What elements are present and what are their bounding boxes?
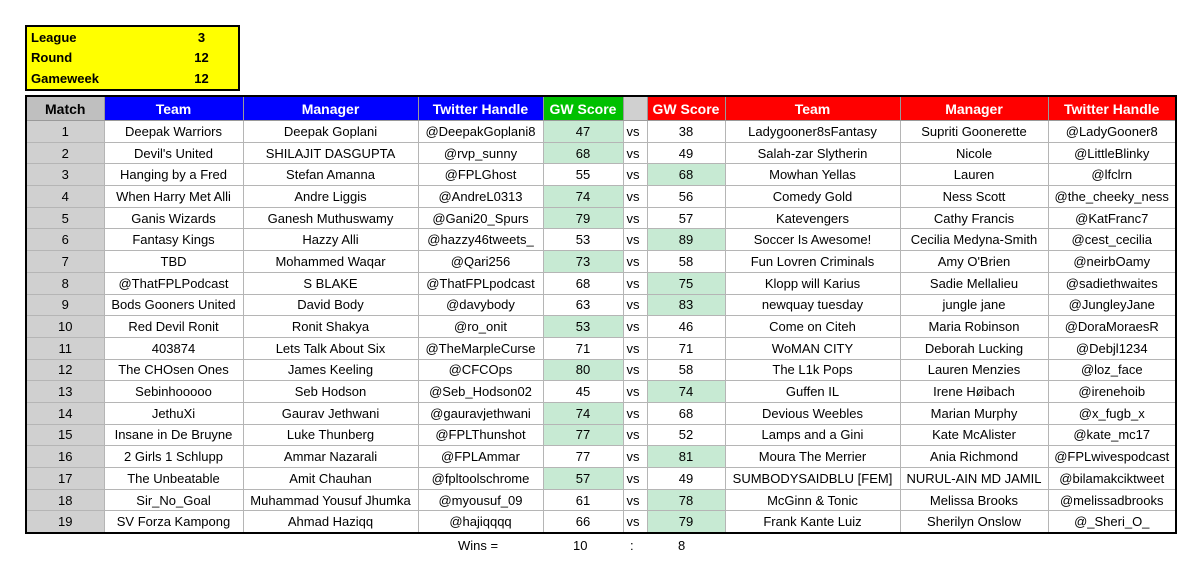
fixture-row	[26, 402, 1176, 424]
home-twitter-handle: @AndreL0313	[418, 186, 543, 208]
home-twitter-handle: @davybody	[418, 294, 543, 316]
away-team-name: WoMAN CITY	[725, 337, 900, 359]
away-twitter-handle: @loz_face	[1048, 359, 1176, 381]
home-manager-name: Seb Hodson	[243, 381, 418, 403]
away-team-name: Comedy Gold	[725, 186, 900, 208]
away-gw-score: 49	[647, 468, 725, 490]
match-number: 15	[26, 424, 104, 446]
away-team-name: McGinn & Tonic	[725, 489, 900, 511]
home-team-header: Team	[104, 96, 243, 121]
home-team-name: Sebinhooooo	[104, 381, 243, 403]
away-manager-name: Supriti Goonerette	[900, 121, 1048, 143]
match-number: 9	[26, 294, 104, 316]
match-number: 18	[26, 489, 104, 511]
vs-label: vs	[623, 272, 647, 294]
home-team-name: 403874	[104, 337, 243, 359]
vs-label: vs	[623, 294, 647, 316]
away-gw-score: 83	[647, 294, 725, 316]
away-gw-score: 57	[647, 207, 725, 229]
gameweek-label: Gameweek	[31, 71, 99, 87]
vs-label: vs	[623, 207, 647, 229]
home-manager-name: Muhammad Yousuf Jhumka	[243, 489, 418, 511]
away-gw-score: 89	[647, 229, 725, 251]
home-wins-count: 10	[573, 538, 588, 553]
home-gw-score: 45	[543, 381, 623, 403]
home-gw-score: 55	[543, 164, 623, 186]
fixture-row	[26, 316, 1176, 338]
home-team-name: Sir_No_Goal	[104, 489, 243, 511]
away-manager-name: Nicole	[900, 142, 1048, 164]
away-team-name: newquay tuesday	[725, 294, 900, 316]
fixture-row	[26, 446, 1176, 468]
away-gw-score: 49	[647, 142, 725, 164]
home-gw-score: 77	[543, 446, 623, 468]
away-team-name: Guffen IL	[725, 381, 900, 403]
vs-label: vs	[623, 121, 647, 143]
home-twitter-handle: @FPLAmmar	[418, 446, 543, 468]
vs-label: vs	[623, 229, 647, 251]
home-team-name: @ThatFPLPodcast	[104, 272, 243, 294]
round-label: Round	[31, 50, 73, 66]
home-twitter-handle: @FPLGhost	[418, 164, 543, 186]
match-number: 4	[26, 186, 104, 208]
match-number: 16	[26, 446, 104, 468]
away-manager-name: Sherilyn Onslow	[900, 511, 1048, 533]
away-gw-score: 38	[647, 121, 725, 143]
away-twitter-handle: @_Sheri_O_	[1048, 511, 1176, 533]
away-twitter-handle: @sadiethwaites	[1048, 272, 1176, 294]
home-manager-name: S BLAKE	[243, 272, 418, 294]
match-number: 14	[26, 402, 104, 424]
home-manager-name: Mohammed Waqar	[243, 251, 418, 273]
league-value: 3	[197, 29, 206, 45]
home-twitter-header: Twitter Handle	[418, 96, 543, 121]
away-team-name: Klopp will Karius	[725, 272, 900, 294]
match-number: 7	[26, 251, 104, 273]
vs-label: vs	[623, 251, 647, 273]
header-row	[26, 96, 1176, 121]
away-twitter-handle: @LittleBlinky	[1048, 142, 1176, 164]
away-gw-score: 68	[647, 402, 725, 424]
fixture-row	[26, 337, 1176, 359]
fixture-row	[26, 207, 1176, 229]
away-gw-score: 58	[647, 359, 725, 381]
away-team-name: Come on Citeh	[725, 316, 900, 338]
away-twitter-handle: @lfclrn	[1048, 164, 1176, 186]
away-team-name: Fun Lovren Criminals	[725, 251, 900, 273]
fixture-row	[26, 251, 1176, 273]
away-team-name: Soccer Is Awesome!	[725, 229, 900, 251]
away-gw-score: 68	[647, 164, 725, 186]
vs-label: vs	[623, 489, 647, 511]
away-manager-name: Irene Høibach	[900, 381, 1048, 403]
match-number: 10	[26, 316, 104, 338]
home-gw-score: 68	[543, 142, 623, 164]
away-twitter-handle: @DoraMoraesR	[1048, 316, 1176, 338]
round-value: 12	[194, 50, 209, 66]
home-gw-score: 77	[543, 424, 623, 446]
away-manager-header: Manager	[900, 96, 1048, 121]
match-header: Match	[26, 96, 104, 121]
away-twitter-handle: @kate_mc17	[1048, 424, 1176, 446]
vs-label: vs	[623, 359, 647, 381]
home-manager-name: Amit Chauhan	[243, 468, 418, 490]
fixture-row	[26, 121, 1176, 143]
home-twitter-handle: @fpltoolschrome	[418, 468, 543, 490]
home-manager-name: Ganesh Muthuswamy	[243, 207, 418, 229]
home-manager-name: Luke Thunberg	[243, 424, 418, 446]
away-score-header: GW Score	[647, 96, 725, 121]
away-manager-name: NURUL-AIN MD JAMIL	[900, 468, 1048, 490]
away-team-name: Lamps and a Gini	[725, 424, 900, 446]
vs-header	[623, 96, 647, 121]
home-team-name: 2 Girls 1 Schlupp	[104, 446, 243, 468]
home-team-name: Bods Gooners United	[104, 294, 243, 316]
away-manager-name: Maria Robinson	[900, 316, 1048, 338]
vs-label: vs	[623, 381, 647, 403]
home-team-name: Fantasy Kings	[104, 229, 243, 251]
home-manager-name: Ronit Shakya	[243, 316, 418, 338]
away-gw-score: 46	[647, 316, 725, 338]
vs-label: vs	[623, 424, 647, 446]
home-twitter-handle: @hajiqqqq	[418, 511, 543, 533]
away-gw-score: 71	[647, 337, 725, 359]
away-gw-score: 78	[647, 489, 725, 511]
fixture-row	[26, 186, 1176, 208]
match-number: 13	[26, 381, 104, 403]
away-twitter-handle: @irenehoib	[1048, 381, 1176, 403]
away-gw-score: 79	[647, 511, 725, 533]
home-manager-name: SHILAJIT DASGUPTA	[243, 142, 418, 164]
home-manager-name: Hazzy Alli	[243, 229, 418, 251]
away-twitter-handle: @the_cheeky_ness	[1048, 186, 1176, 208]
match-number: 3	[26, 164, 104, 186]
vs-label: vs	[623, 186, 647, 208]
vs-label: vs	[623, 468, 647, 490]
home-gw-score: 61	[543, 489, 623, 511]
away-team-name: Salah-zar Slytherin	[725, 142, 900, 164]
home-gw-score: 47	[543, 121, 623, 143]
home-gw-score: 80	[543, 359, 623, 381]
away-twitter-handle: @neirbOamy	[1048, 251, 1176, 273]
away-gw-score: 56	[647, 186, 725, 208]
home-gw-score: 74	[543, 186, 623, 208]
away-team-name: Mowhan Yellas	[725, 164, 900, 186]
home-team-name: SV Forza Kampong	[104, 511, 243, 533]
vs-label: vs	[623, 402, 647, 424]
away-manager-name: Melissa Brooks	[900, 489, 1048, 511]
fixture-row	[26, 468, 1176, 490]
home-team-name: Deepak Warriors	[104, 121, 243, 143]
home-team-name: The Unbeatable	[104, 468, 243, 490]
home-twitter-handle: @ThatFPLpodcast	[418, 272, 543, 294]
away-manager-name: Lauren	[900, 164, 1048, 186]
home-twitter-handle: @rvp_sunny	[418, 142, 543, 164]
fixtures-table	[25, 95, 1177, 534]
away-manager-name: Cecilia Medyna-Smith	[900, 229, 1048, 251]
home-twitter-handle: @Seb_Hodson02	[418, 381, 543, 403]
home-manager-name: Ammar Nazarali	[243, 446, 418, 468]
away-twitter-handle: @bilamakciktweet	[1048, 468, 1176, 490]
away-manager-name: Sadie Mellalieu	[900, 272, 1048, 294]
home-twitter-handle: @FPLThunshot	[418, 424, 543, 446]
away-manager-name: Kate McAlister	[900, 424, 1048, 446]
fixture-row	[26, 424, 1176, 446]
home-manager-header: Manager	[243, 96, 418, 121]
away-gw-score: 74	[647, 381, 725, 403]
away-manager-name: Marian Murphy	[900, 402, 1048, 424]
home-twitter-handle: @Gani20_Spurs	[418, 207, 543, 229]
home-twitter-handle: @DeepakGoplani8	[418, 121, 543, 143]
away-team-name: Devious Weebles	[725, 402, 900, 424]
away-twitter-handle: @FPLwivespodcast	[1048, 446, 1176, 468]
home-team-name: Insane in De Bruyne	[104, 424, 243, 446]
match-number: 11	[26, 337, 104, 359]
away-manager-name: Cathy Francis	[900, 207, 1048, 229]
vs-label: vs	[623, 164, 647, 186]
home-manager-name: Ahmad Haziqq	[243, 511, 418, 533]
fixture-row	[26, 359, 1176, 381]
home-twitter-handle: @TheMarpleCurse	[418, 337, 543, 359]
away-twitter-handle: @Debjl1234	[1048, 337, 1176, 359]
home-manager-name: David Body	[243, 294, 418, 316]
home-gw-score: 53	[543, 316, 623, 338]
home-twitter-handle: @myousuf_09	[418, 489, 543, 511]
home-gw-score: 53	[543, 229, 623, 251]
home-gw-score: 73	[543, 251, 623, 273]
away-manager-name: jungle jane	[900, 294, 1048, 316]
home-manager-name: Lets Talk About Six	[243, 337, 418, 359]
match-number: 6	[26, 229, 104, 251]
away-twitter-handle: @KatFranc7	[1048, 207, 1176, 229]
vs-label: vs	[623, 511, 647, 533]
match-number: 19	[26, 511, 104, 533]
home-gw-score: 79	[543, 207, 623, 229]
match-number: 2	[26, 142, 104, 164]
fixture-row	[26, 164, 1176, 186]
home-team-name: Devil's United	[104, 142, 243, 164]
away-twitter-handle: @cest_cecilia	[1048, 229, 1176, 251]
home-twitter-handle: @hazzy46tweets_	[418, 229, 543, 251]
vs-label: vs	[623, 316, 647, 338]
home-gw-score: 68	[543, 272, 623, 294]
vs-label: vs	[623, 337, 647, 359]
away-wins-count: 8	[678, 538, 686, 553]
away-team-name: Frank Kante Luiz	[725, 511, 900, 533]
away-twitter-header: Twitter Handle	[1048, 96, 1176, 121]
match-number: 17	[26, 468, 104, 490]
away-gw-score: 75	[647, 272, 725, 294]
away-twitter-handle: @JungleyJane	[1048, 294, 1176, 316]
home-team-name: Red Devil Ronit	[104, 316, 243, 338]
home-twitter-handle: @Qari256	[418, 251, 543, 273]
home-team-name: When Harry Met Alli	[104, 186, 243, 208]
match-number: 1	[26, 121, 104, 143]
match-number: 8	[26, 272, 104, 294]
away-manager-name: Ness Scott	[900, 186, 1048, 208]
home-twitter-handle: @CFCOps	[418, 359, 543, 381]
home-gw-score: 66	[543, 511, 623, 533]
league-label: League	[31, 29, 77, 45]
away-gw-score: 52	[647, 424, 725, 446]
league-info-box	[25, 25, 240, 91]
home-gw-score: 71	[543, 337, 623, 359]
away-team-name: SUMBODYSAIDBLU [FEM]	[725, 468, 900, 490]
away-twitter-handle: @melissadbrooks	[1048, 489, 1176, 511]
home-team-name: The CHOsen Ones	[104, 359, 243, 381]
match-number: 12	[26, 359, 104, 381]
fixture-row	[26, 272, 1176, 294]
fixture-row	[26, 294, 1176, 316]
away-twitter-handle: @x_fugb_x	[1048, 402, 1176, 424]
fixture-row	[26, 142, 1176, 164]
away-team-name: Katevengers	[725, 207, 900, 229]
home-team-name: Ganis Wizards	[104, 207, 243, 229]
away-gw-score: 81	[647, 446, 725, 468]
fixture-row	[26, 511, 1176, 533]
home-manager-name: Stefan Amanna	[243, 164, 418, 186]
fixture-row	[26, 381, 1176, 403]
away-team-name: Moura The Merrier	[725, 446, 900, 468]
away-manager-name: Ania Richmond	[900, 446, 1048, 468]
home-manager-name: James Keeling	[243, 359, 418, 381]
home-gw-score: 63	[543, 294, 623, 316]
fixture-row	[26, 489, 1176, 511]
away-gw-score: 58	[647, 251, 725, 273]
gameweek-value: 12	[194, 71, 209, 87]
home-gw-score: 57	[543, 468, 623, 490]
away-twitter-handle: @LadyGooner8	[1048, 121, 1176, 143]
home-team-name: Hanging by a Fred	[104, 164, 243, 186]
wins-separator: :	[630, 538, 634, 553]
vs-label: vs	[623, 446, 647, 468]
home-team-name: JethuXi	[104, 402, 243, 424]
vs-label: vs	[623, 142, 647, 164]
home-manager-name: Deepak Goplani	[243, 121, 418, 143]
away-team-header: Team	[725, 96, 900, 121]
home-team-name: TBD	[104, 251, 243, 273]
wins-label: Wins =	[458, 538, 499, 553]
home-manager-name: Gaurav Jethwani	[243, 402, 418, 424]
away-manager-name: Amy O'Brien	[900, 251, 1048, 273]
match-number: 5	[26, 207, 104, 229]
home-manager-name: Andre Liggis	[243, 186, 418, 208]
home-gw-score: 74	[543, 402, 623, 424]
away-team-name: The L1k Pops	[725, 359, 900, 381]
home-twitter-handle: @ro_onit	[418, 316, 543, 338]
home-twitter-handle: @gauravjethwani	[418, 402, 543, 424]
away-manager-name: Lauren Menzies	[900, 359, 1048, 381]
away-manager-name: Deborah Lucking	[900, 337, 1048, 359]
away-team-name: Ladygooner8sFantasy	[725, 121, 900, 143]
fixture-row	[26, 229, 1176, 251]
home-score-header: GW Score	[543, 96, 623, 121]
